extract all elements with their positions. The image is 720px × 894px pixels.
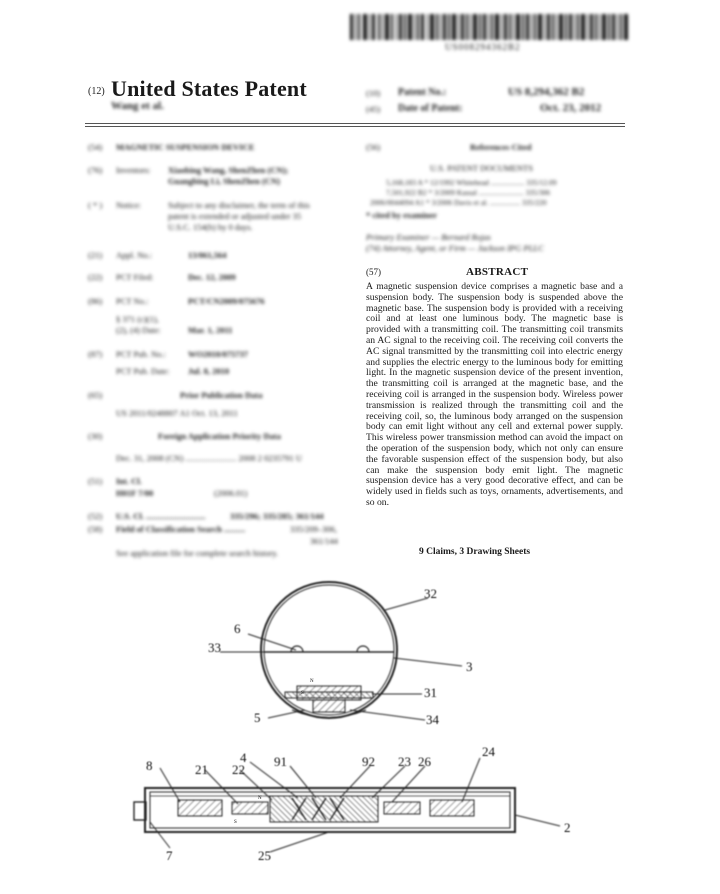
date-label: Date of Patent:	[398, 103, 463, 114]
code-45: (45)	[366, 104, 381, 114]
receiving-coil	[285, 692, 373, 698]
attorney: (74) Attorney, Agent, or Firm — Jackson IPG PLLC	[366, 243, 544, 253]
label-7: 7	[166, 848, 173, 863]
f51-date: (2006.01)	[214, 488, 248, 498]
f58-value: 335/209–306,	[290, 524, 337, 534]
label-31: 31	[424, 685, 437, 700]
code-10: (10)	[366, 88, 381, 98]
f22-value: Dec. 12, 2009	[188, 272, 236, 282]
label-33: 33	[208, 640, 221, 655]
patent-drawing	[0, 570, 720, 894]
f52-code: (52)	[88, 511, 103, 521]
abstract-heading: ABSTRACT	[466, 266, 529, 278]
f54-code: (54)	[88, 142, 103, 152]
docs-title: U.S. PATENT DOCUMENTS	[430, 163, 533, 173]
f21-label: Appl. No.:	[116, 250, 153, 260]
f87-label: PCT Pub. No.:	[116, 349, 166, 359]
f371-value: Mar. 1, 2011	[188, 325, 233, 335]
f86-value: PCT/CN2009/075676	[188, 296, 265, 306]
label-26: 26	[418, 754, 431, 769]
header-rule-bottom	[85, 126, 625, 127]
f56-code: (56)	[366, 142, 381, 152]
label-25: 25	[258, 848, 271, 863]
f86-label: PCT No.:	[116, 296, 149, 306]
f51-code: (51)	[88, 476, 103, 486]
inventor-short: Wang et al.	[111, 100, 164, 112]
f65-code: (65)	[88, 390, 103, 400]
f52-value: 335/296; 335/285; 361/144	[230, 511, 324, 521]
luminous-body-right	[357, 646, 369, 652]
f51-value: H01F 7/00	[116, 488, 154, 498]
ref-1: 5,168,183 A * 12/1992 Whitehead .................. 335/12.09	[386, 178, 557, 187]
header-rule-top	[85, 123, 625, 124]
f87b-label: PCT Pub. Date:	[116, 366, 170, 376]
f22-label: PCT Filed:	[116, 272, 154, 282]
label-5: 5	[254, 710, 261, 725]
label-22: 22	[232, 762, 245, 777]
transmitting-coil	[270, 796, 378, 822]
f87-code: (87)	[88, 349, 103, 359]
pole-n-sphere: N	[310, 679, 314, 684]
f58-note: See application file for complete search history.	[116, 548, 279, 558]
label-21: 21	[195, 762, 208, 777]
patent-no: US 8,294,362 B2	[508, 86, 585, 98]
f371-label1: § 371 (c)(1),	[116, 314, 159, 324]
suspension-magnet	[313, 700, 345, 712]
label-23: 23	[398, 754, 411, 769]
label-34: 34	[426, 712, 439, 727]
label-92: 92	[362, 754, 375, 769]
f76-code: (76)	[88, 165, 103, 175]
f76-line2: Guangbing Li, ShenZhen (CN)	[168, 176, 280, 186]
f58-code: (58)	[88, 524, 103, 534]
label-3: 3	[466, 659, 473, 674]
f371-label2: (2), (4) Date:	[116, 325, 161, 335]
label-32: 32	[424, 586, 437, 601]
f30-line: Dec. 31, 2008 (CN) ........................ 2008 2 0235791 U	[116, 453, 303, 463]
f30-title: Foreign Application Priority Data	[158, 431, 281, 441]
notice-code: ( * )	[88, 200, 103, 210]
label-8: 8	[146, 758, 153, 773]
f30-code: (30)	[88, 431, 103, 441]
pole-n-base: N	[258, 796, 262, 801]
barcode-number: US008294362B2	[445, 42, 521, 52]
patent-title: United States Patent	[111, 76, 307, 101]
f58-value2: 361/144	[310, 536, 338, 546]
f76-label: Inventors:	[116, 165, 151, 175]
ref-3: 2006/0044094 A1 * 3/2006 Davis et al. ................ 335/220	[370, 198, 547, 207]
base-magnet-left	[178, 800, 222, 816]
label-91: 91	[274, 754, 287, 769]
code-12: (12)	[88, 86, 105, 97]
label-24: 24	[482, 744, 495, 759]
label-4: 4	[240, 750, 247, 765]
notice-line2: patent is extended or adjusted under 35	[168, 211, 302, 221]
notice-label: Notice:	[116, 200, 142, 210]
f87b-value: Jul. 8, 2010	[188, 366, 230, 376]
f58-label: Field of Classification Search ..........	[116, 524, 246, 534]
date-of-patent: Oct. 23, 2012	[540, 102, 602, 114]
f56-title: References Cited	[470, 142, 532, 152]
base-magnet-right	[430, 800, 474, 816]
cited-by-examiner: * cited by examiner	[366, 210, 438, 220]
f65-title: Prior Publication Data	[180, 390, 263, 400]
f54-title: MAGNETIC SUSPENSION DEVICE	[116, 142, 255, 152]
f21-code: (21)	[88, 250, 103, 260]
pole-s-base: S	[234, 820, 237, 825]
notice-line1: Subject to any disclaimer, the term of this	[168, 200, 310, 210]
label-2: 2	[564, 820, 571, 835]
patent-no-label: Patent No.:	[398, 87, 447, 98]
abstract-code: (57)	[366, 267, 381, 277]
ref-2: 7,501,922 B2 * 3/2009 Kassal ........................ 335/306	[386, 188, 551, 197]
f87-value: WO2010/075737	[188, 349, 248, 359]
f76-line1: Xiaobing Wang, ShenZhen (CN);	[168, 165, 289, 175]
abstract-text: A magnetic suspension device comprises a magnetic base and a suspension body. The suspension body is suspended above the magnetic base. The suspension body is provided with a receiving coil and at least one luminous body. The magnetic base is provided with a transmitting coil. The transmitting coil transmits an AC signal to the receiving coil. The receiving coil converts the AC signal transmitted by the transmitting coil into electric energy and supplies the electric energy to the luminous body for emitting light. In the magnetic suspension device of the present invention, the transmitting coil is arranged at the magnetic base, and the receiving coil is arranged in the suspension body. Wireless power transmission is realized through the transmitting coil and the receiving coil, so, the luminous body arranged on the suspension body can emit light without any cell and external power supply. This wireless power transmission method can avoid the impact on the operation of the suspension body, which not only can ensure the favorable suspension effect of the suspension body, but also can make the suspension body emit light. The magnetic suspension device has a very good decorative effect, and can be widely used in fields such as toys, ornaments, advertisements, and so on.	[366, 281, 623, 508]
barcode	[350, 14, 630, 40]
f22-code: (22)	[88, 272, 103, 282]
claims-sheets: 9 Claims, 3 Drawing Sheets	[419, 547, 531, 557]
primary-examiner: Primary Examiner — Bernard Rojas	[366, 232, 491, 242]
f86-code: (86)	[88, 296, 103, 306]
notice-line3: U.S.C. 154(b) by 0 days.	[168, 222, 253, 232]
label-6: 6	[234, 621, 241, 636]
pole-s-sphere: S	[301, 691, 304, 696]
f52-label: U.S. Cl. ............................	[116, 511, 206, 521]
f51-label: Int. Cl.	[116, 476, 142, 486]
f21-value: 13/061,564	[188, 250, 227, 260]
f65-line: US 2011/0248807 A1 Oct. 13, 2011	[116, 408, 238, 418]
